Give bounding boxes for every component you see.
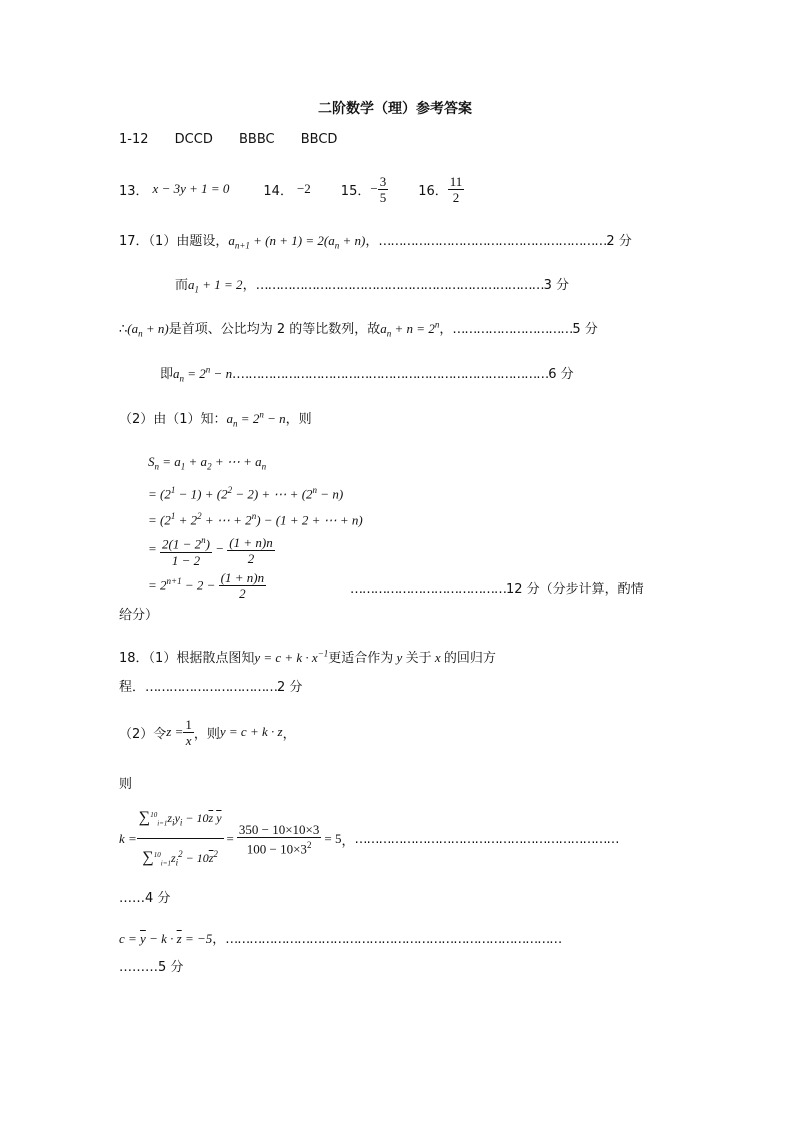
q17-part2 xyxy=(119,408,312,429)
q17-line4: 即$a_n = 2^n$ − n.……………………………………………………………………6 分 xyxy=(160,364,574,384)
q17-line4-prefix: 即 xyxy=(160,367,174,382)
q17-line3: $\therefore(a_n + n)$是首项、公比均为 2 的等比数列，故$a_n + n = 2^n$，…………………………5 分 xyxy=(119,319,598,339)
q18-c-formula: $c = \overline{y} - k \cdot \overline{z} = -5$，………………………………………………………………………… xyxy=(119,931,562,947)
q15-sign: − xyxy=(370,181,378,196)
q13-answer: x − 3y + 1 = 0 xyxy=(152,181,230,196)
q15-fraction xyxy=(378,174,389,205)
q17-eq1: $a_{n+1} + (n + 1) = 2(a_n + n)$ xyxy=(228,233,366,251)
k-den-wrap: $100 - 10\times 3^2$ xyxy=(237,837,322,856)
k-fraction-numeric xyxy=(237,822,322,856)
therefore-symbol: ∴ xyxy=(119,322,128,337)
q17-score1: 2 分 xyxy=(606,234,632,249)
q18-line2 xyxy=(119,676,302,695)
q17-eq5: $a_n = 2^n - n$ xyxy=(226,409,286,429)
q18-part2-prefix: （2）令 xyxy=(119,726,167,742)
mc-range: 1-12 xyxy=(119,132,149,147)
q17-eq2: $a_1 + 1 = 2$ xyxy=(188,277,243,295)
k-num: 350 − 10×10×3 xyxy=(238,821,320,837)
q17-line3-text: 是首项、公比均为 2 的等比数列，故 xyxy=(168,322,381,337)
q16-num: 11 xyxy=(449,173,463,189)
q18-text-d: 的回归方 xyxy=(443,651,496,666)
q17-derivation xyxy=(148,450,363,601)
k-symbolic-num: $\sum^{10}_{i=1}z_iy_i - 10\overline{z}$ $\overline{y}$ xyxy=(138,808,222,827)
q18-line1 xyxy=(119,647,496,666)
k-symbolic-den: $\sum^{10}_{i=1}z_i^2 - 10\overline{z}^2$ xyxy=(137,838,224,878)
q18-model: $y = c + k \cdot x^{-1}$ xyxy=(254,648,329,665)
k-fraction-symbolic xyxy=(137,800,224,879)
q17-score-final: 12 分（分步计算，酌情 xyxy=(506,582,644,597)
var-x: x xyxy=(431,650,444,665)
q14-label: 14． xyxy=(263,183,293,199)
q15-den: 5 xyxy=(379,189,387,205)
var-y: y xyxy=(393,650,406,665)
q18-text-c: 关于 xyxy=(405,651,432,666)
leader-dots: …………………………………………………………………… xyxy=(236,367,549,382)
q18-ze: 则 xyxy=(119,777,133,792)
leader-dots: ………………………………………………………… xyxy=(354,831,619,847)
deriv-line-1: $S_n = a_1 + a_2$ + ⋯ + $a_n$ xyxy=(148,454,267,472)
q17-score3: 5 分 xyxy=(572,322,598,337)
q18-score1: 2 分 xyxy=(277,680,303,695)
q17-final-score xyxy=(350,578,644,597)
deriv-line-4: = $\frac{2(1 - 2^n)}{1 - 2}$ − $\frac{(1 + n)n}{2}$ xyxy=(148,534,273,568)
leader-dots: …………………………… xyxy=(145,680,278,695)
mc-group-2: BBBC xyxy=(238,132,275,147)
q17-final-score-2: 给分） xyxy=(119,608,159,623)
var-k: k = xyxy=(119,831,137,846)
q16-fraction xyxy=(448,174,465,205)
q15-num: 3 xyxy=(379,173,387,189)
q17-eq4: $a_n = 2^n - n$ xyxy=(173,364,233,384)
deriv-line-2: = $(2^1 - 1) + (2^2 - 2)$ + ⋯ + $(2^n - n)$ xyxy=(148,484,344,501)
q18-part2-mid: ，则 xyxy=(193,726,220,742)
q15-label: 15． xyxy=(340,183,371,199)
mc-group-1: DCCD xyxy=(174,132,213,147)
page-title: 二阶数学（理）参考答案 xyxy=(318,101,472,117)
q18-linear: y = c + k · z xyxy=(219,724,283,739)
deriv-line-5: = $2^{n+1} - 2$ − $\frac{(1 + n)n}{2}$ xyxy=(148,570,265,602)
fill-answers xyxy=(119,172,464,206)
q18-c-score: ………5 分 xyxy=(119,960,184,975)
z-fraction: $\frac{1}{x}$ xyxy=(185,716,192,748)
q17-part2-suffix: ，则 xyxy=(285,412,312,427)
q17-prefix: 17．（1）由题设， xyxy=(119,234,229,249)
q16-label: 16． xyxy=(418,183,448,199)
q18-text-a: 18．（1）根据散点图知 xyxy=(119,651,255,666)
q16-den: 2 xyxy=(448,189,465,205)
leader-dots: ……………………………………………………………… xyxy=(255,278,544,293)
q17-eq3: $a_n + n = 2^n$ xyxy=(380,319,440,339)
mc-group-3: BBCD xyxy=(300,132,338,147)
q17-seq: $(a_n + n)$ xyxy=(127,321,169,339)
q13-label: 13． xyxy=(119,183,149,199)
k-den: 100 − 10×3 xyxy=(246,841,307,857)
var-z: z = xyxy=(166,724,184,739)
q17-score2: 3 分 xyxy=(543,278,569,293)
q18-text-e: 程． xyxy=(119,680,146,695)
q18-text-b: 更适合作为 xyxy=(328,651,394,666)
q14-answer: −2 xyxy=(296,181,311,196)
leader-dots: ………………………………… xyxy=(350,582,506,597)
q18-k-formula: k = $\frac{\sum^{10}_{i=1}z_iy_i - 10\overline{z} \overline{y}}{\sum^{10}_{i=1}z_i^2 - 10\overline{z}^2}$ = $\frac{350 - 10\times 10\times 3}{100 - 10\times 3^2}$ = 5 ， ………………………………………………………… xyxy=(119,800,618,878)
leader-dots: ………………………………………………… xyxy=(378,234,607,249)
deriv-line-3: = ($2^1 + 2^2$ + ⋯ + $2^n) - (1 + 2$ + ⋯ + n) xyxy=(148,510,363,528)
q18-k-score: ……4 分 xyxy=(119,891,171,906)
k-value: = 5 xyxy=(324,831,342,846)
q17-score4: 6 分 xyxy=(548,367,574,382)
leader-dots: ………………………… xyxy=(452,322,573,337)
mc-answers xyxy=(119,132,337,147)
q17-line2: 而$a_1 + 1 = 2$，………………………………………………………………3 分 xyxy=(175,277,569,295)
q17-line1: 17．（1）由题设，$a_{n+1} + (n + 1) = 2(a_n + n)$，…………………………………………………2 分 xyxy=(119,233,632,251)
leader-dots: ………………………………………………………………………… xyxy=(225,932,562,947)
c-eq: $c = \overline{y} - k \cdot \overline{z} = -5$ xyxy=(119,931,213,946)
q17-line2-prefix: 而 xyxy=(175,278,189,293)
q17-part2-prefix: （2）由（1）知： xyxy=(119,412,227,427)
q18-part2: （2）令 z = $\frac{1}{x}$ ，则 y = c + k · z ， xyxy=(119,716,296,748)
